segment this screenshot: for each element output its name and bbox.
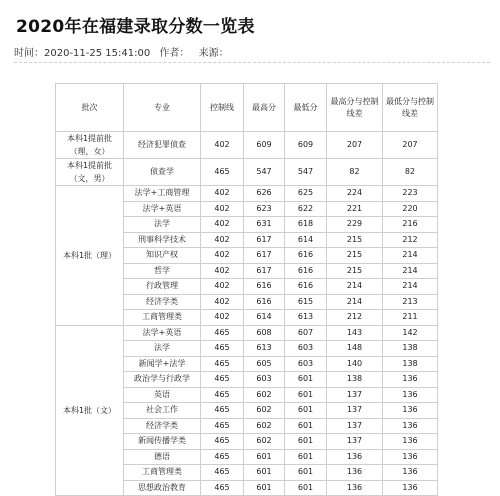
lowest-cell: 609 bbox=[285, 132, 327, 159]
major-cell: 经济学类 bbox=[124, 418, 201, 434]
major-cell: 思想政治教育 bbox=[124, 480, 201, 496]
lowest-diff-cell: 136 bbox=[383, 403, 438, 419]
table-body bbox=[56, 132, 438, 496]
lowest-cell: 547 bbox=[285, 159, 327, 186]
header-control-line: 控制线 bbox=[201, 84, 244, 132]
header-major: 专业 bbox=[124, 84, 201, 132]
lowest-cell: 601 bbox=[285, 403, 327, 419]
lowest-diff-cell: 136 bbox=[383, 418, 438, 434]
lowest-diff-cell: 136 bbox=[383, 480, 438, 496]
highest-cell: 602 bbox=[244, 387, 285, 403]
highest-cell: 617 bbox=[244, 263, 285, 279]
lowest-cell: 601 bbox=[285, 387, 327, 403]
highest-diff-cell: 215 bbox=[327, 232, 383, 248]
lowest-diff-cell: 136 bbox=[383, 434, 438, 450]
highest-cell: 602 bbox=[244, 403, 285, 419]
publish-time: 时间：2020-11-25 15:41:00 bbox=[14, 48, 151, 59]
lowest-diff-cell: 212 bbox=[383, 232, 438, 248]
major-cell: 工商管理类 bbox=[124, 465, 201, 481]
highest-cell: 601 bbox=[244, 480, 285, 496]
highest-diff-cell: 221 bbox=[327, 201, 383, 217]
highest-cell: 626 bbox=[244, 186, 285, 202]
highest-diff-cell: 148 bbox=[327, 341, 383, 357]
lowest-cell: 603 bbox=[285, 356, 327, 372]
highest-diff-cell: 215 bbox=[327, 248, 383, 264]
highest-cell: 601 bbox=[244, 465, 285, 481]
major-cell: 法学 bbox=[124, 217, 201, 233]
control-line-cell: 402 bbox=[201, 186, 244, 202]
lowest-cell: 614 bbox=[285, 232, 327, 248]
control-line-cell: 465 bbox=[201, 465, 244, 481]
highest-cell: 623 bbox=[244, 201, 285, 217]
major-cell: 哲学 bbox=[124, 263, 201, 279]
control-line-cell: 402 bbox=[201, 294, 244, 310]
highest-diff-cell: 137 bbox=[327, 418, 383, 434]
lowest-diff-cell: 142 bbox=[383, 325, 438, 341]
control-line-cell: 402 bbox=[201, 248, 244, 264]
highest-diff-cell: 207 bbox=[327, 132, 383, 159]
highest-diff-cell: 229 bbox=[327, 217, 383, 233]
highest-diff-cell: 136 bbox=[327, 465, 383, 481]
highest-diff-cell: 224 bbox=[327, 186, 383, 202]
control-line-cell: 402 bbox=[201, 232, 244, 248]
control-line-cell: 402 bbox=[201, 279, 244, 295]
batch-cell: 本科1批（理） bbox=[56, 186, 124, 326]
major-cell: 英语 bbox=[124, 387, 201, 403]
lowest-diff-cell: 223 bbox=[383, 186, 438, 202]
control-line-cell: 402 bbox=[201, 217, 244, 233]
lowest-diff-cell: 82 bbox=[383, 159, 438, 186]
lowest-cell: 616 bbox=[285, 279, 327, 295]
control-line-cell: 465 bbox=[201, 387, 244, 403]
highest-diff-cell: 137 bbox=[327, 387, 383, 403]
highest-cell: 602 bbox=[244, 434, 285, 450]
batch-cell: 本科1提前批（文，男） bbox=[56, 159, 124, 186]
control-line-cell: 465 bbox=[201, 356, 244, 372]
highest-diff-cell: 215 bbox=[327, 263, 383, 279]
lowest-cell: 601 bbox=[285, 434, 327, 450]
admission-score-table bbox=[55, 83, 438, 496]
lowest-diff-cell: 138 bbox=[383, 356, 438, 372]
highest-cell: 616 bbox=[244, 294, 285, 310]
table-header-row bbox=[56, 84, 438, 132]
control-line-cell: 465 bbox=[201, 341, 244, 357]
major-cell: 新闻学+法学 bbox=[124, 356, 201, 372]
lowest-cell: 601 bbox=[285, 418, 327, 434]
lowest-diff-cell: 214 bbox=[383, 248, 438, 264]
header-highest: 最高分 bbox=[244, 84, 285, 132]
highest-cell: 602 bbox=[244, 418, 285, 434]
major-cell: 法学+英语 bbox=[124, 201, 201, 217]
header-lowest: 最低分 bbox=[285, 84, 327, 132]
lowest-cell: 601 bbox=[285, 372, 327, 388]
table-row bbox=[56, 186, 438, 202]
lowest-diff-cell: 138 bbox=[383, 341, 438, 357]
highest-diff-cell: 214 bbox=[327, 294, 383, 310]
highest-cell: 547 bbox=[244, 159, 285, 186]
major-cell: 社会工作 bbox=[124, 403, 201, 419]
lowest-diff-cell: 216 bbox=[383, 217, 438, 233]
lowest-diff-cell: 213 bbox=[383, 294, 438, 310]
control-line-cell: 465 bbox=[201, 372, 244, 388]
lowest-cell: 601 bbox=[285, 480, 327, 496]
header-batch: 批次 bbox=[56, 84, 124, 132]
lowest-cell: 613 bbox=[285, 310, 327, 326]
highest-cell: 601 bbox=[244, 449, 285, 465]
lowest-diff-cell: 136 bbox=[383, 387, 438, 403]
batch-cell: 本科1批（文） bbox=[56, 325, 124, 496]
highest-cell: 617 bbox=[244, 248, 285, 264]
table-row bbox=[56, 159, 438, 186]
highest-cell: 617 bbox=[244, 232, 285, 248]
lowest-cell: 615 bbox=[285, 294, 327, 310]
table-row bbox=[56, 325, 438, 341]
lowest-cell: 622 bbox=[285, 201, 327, 217]
highest-diff-cell: 82 bbox=[327, 159, 383, 186]
lowest-diff-cell: 214 bbox=[383, 279, 438, 295]
highest-diff-cell: 143 bbox=[327, 325, 383, 341]
major-cell: 新闻传播学类 bbox=[124, 434, 201, 450]
major-cell: 法学+工商管理 bbox=[124, 186, 201, 202]
lowest-diff-cell: 136 bbox=[383, 372, 438, 388]
major-cell: 知识产权 bbox=[124, 248, 201, 264]
highest-cell: 613 bbox=[244, 341, 285, 357]
control-line-cell: 402 bbox=[201, 201, 244, 217]
lowest-cell: 601 bbox=[285, 465, 327, 481]
header-lowest-diff: 最低分与控制线差 bbox=[383, 84, 438, 132]
lowest-cell: 618 bbox=[285, 217, 327, 233]
lowest-cell: 603 bbox=[285, 341, 327, 357]
highest-cell: 603 bbox=[244, 372, 285, 388]
header-highest-diff: 最高分与控制线差 bbox=[327, 84, 383, 132]
control-line-cell: 465 bbox=[201, 418, 244, 434]
control-line-cell: 465 bbox=[201, 159, 244, 186]
highest-cell: 608 bbox=[244, 325, 285, 341]
lowest-diff-cell: 207 bbox=[383, 132, 438, 159]
major-cell: 法学+英语 bbox=[124, 325, 201, 341]
highest-diff-cell: 214 bbox=[327, 279, 383, 295]
highest-diff-cell: 140 bbox=[327, 356, 383, 372]
major-cell: 德语 bbox=[124, 449, 201, 465]
lowest-diff-cell: 136 bbox=[383, 465, 438, 481]
lowest-diff-cell: 136 bbox=[383, 449, 438, 465]
article-title: 2020年在福建录取分数一览表 bbox=[16, 17, 255, 37]
major-cell: 工商管理类 bbox=[124, 310, 201, 326]
control-line-cell: 465 bbox=[201, 403, 244, 419]
control-line-cell: 465 bbox=[201, 434, 244, 450]
highest-cell: 616 bbox=[244, 279, 285, 295]
major-cell: 刑事科学技术 bbox=[124, 232, 201, 248]
lowest-cell: 625 bbox=[285, 186, 327, 202]
control-line-cell: 402 bbox=[201, 263, 244, 279]
control-line-cell: 465 bbox=[201, 449, 244, 465]
highest-diff-cell: 136 bbox=[327, 449, 383, 465]
batch-cell: 本科1提前批（理，女） bbox=[56, 132, 124, 159]
highest-diff-cell: 137 bbox=[327, 403, 383, 419]
lowest-diff-cell: 214 bbox=[383, 263, 438, 279]
major-cell: 行政管理 bbox=[124, 279, 201, 295]
source-label: 来源： bbox=[198, 48, 229, 59]
control-line-cell: 465 bbox=[201, 325, 244, 341]
author-label: 作者： bbox=[159, 48, 190, 59]
lowest-cell: 616 bbox=[285, 263, 327, 279]
article-meta bbox=[14, 44, 235, 59]
highest-diff-cell: 138 bbox=[327, 372, 383, 388]
highest-cell: 609 bbox=[244, 132, 285, 159]
major-cell: 经济学类 bbox=[124, 294, 201, 310]
lowest-cell: 616 bbox=[285, 248, 327, 264]
control-line-cell: 402 bbox=[201, 310, 244, 326]
highest-diff-cell: 137 bbox=[327, 434, 383, 450]
control-line-cell: 402 bbox=[201, 132, 244, 159]
lowest-cell: 601 bbox=[285, 449, 327, 465]
highest-diff-cell: 136 bbox=[327, 480, 383, 496]
lowest-cell: 607 bbox=[285, 325, 327, 341]
table-row bbox=[56, 132, 438, 159]
major-cell: 政治学与行政学 bbox=[124, 372, 201, 388]
major-cell: 经济犯罪侦查 bbox=[124, 132, 201, 159]
highest-cell: 631 bbox=[244, 217, 285, 233]
highest-cell: 614 bbox=[244, 310, 285, 326]
control-line-cell: 465 bbox=[201, 480, 244, 496]
highest-diff-cell: 212 bbox=[327, 310, 383, 326]
lowest-diff-cell: 220 bbox=[383, 201, 438, 217]
major-cell: 侦查学 bbox=[124, 159, 201, 186]
highest-cell: 605 bbox=[244, 356, 285, 372]
meta-divider bbox=[14, 62, 490, 63]
lowest-diff-cell: 211 bbox=[383, 310, 438, 326]
major-cell: 法学 bbox=[124, 341, 201, 357]
